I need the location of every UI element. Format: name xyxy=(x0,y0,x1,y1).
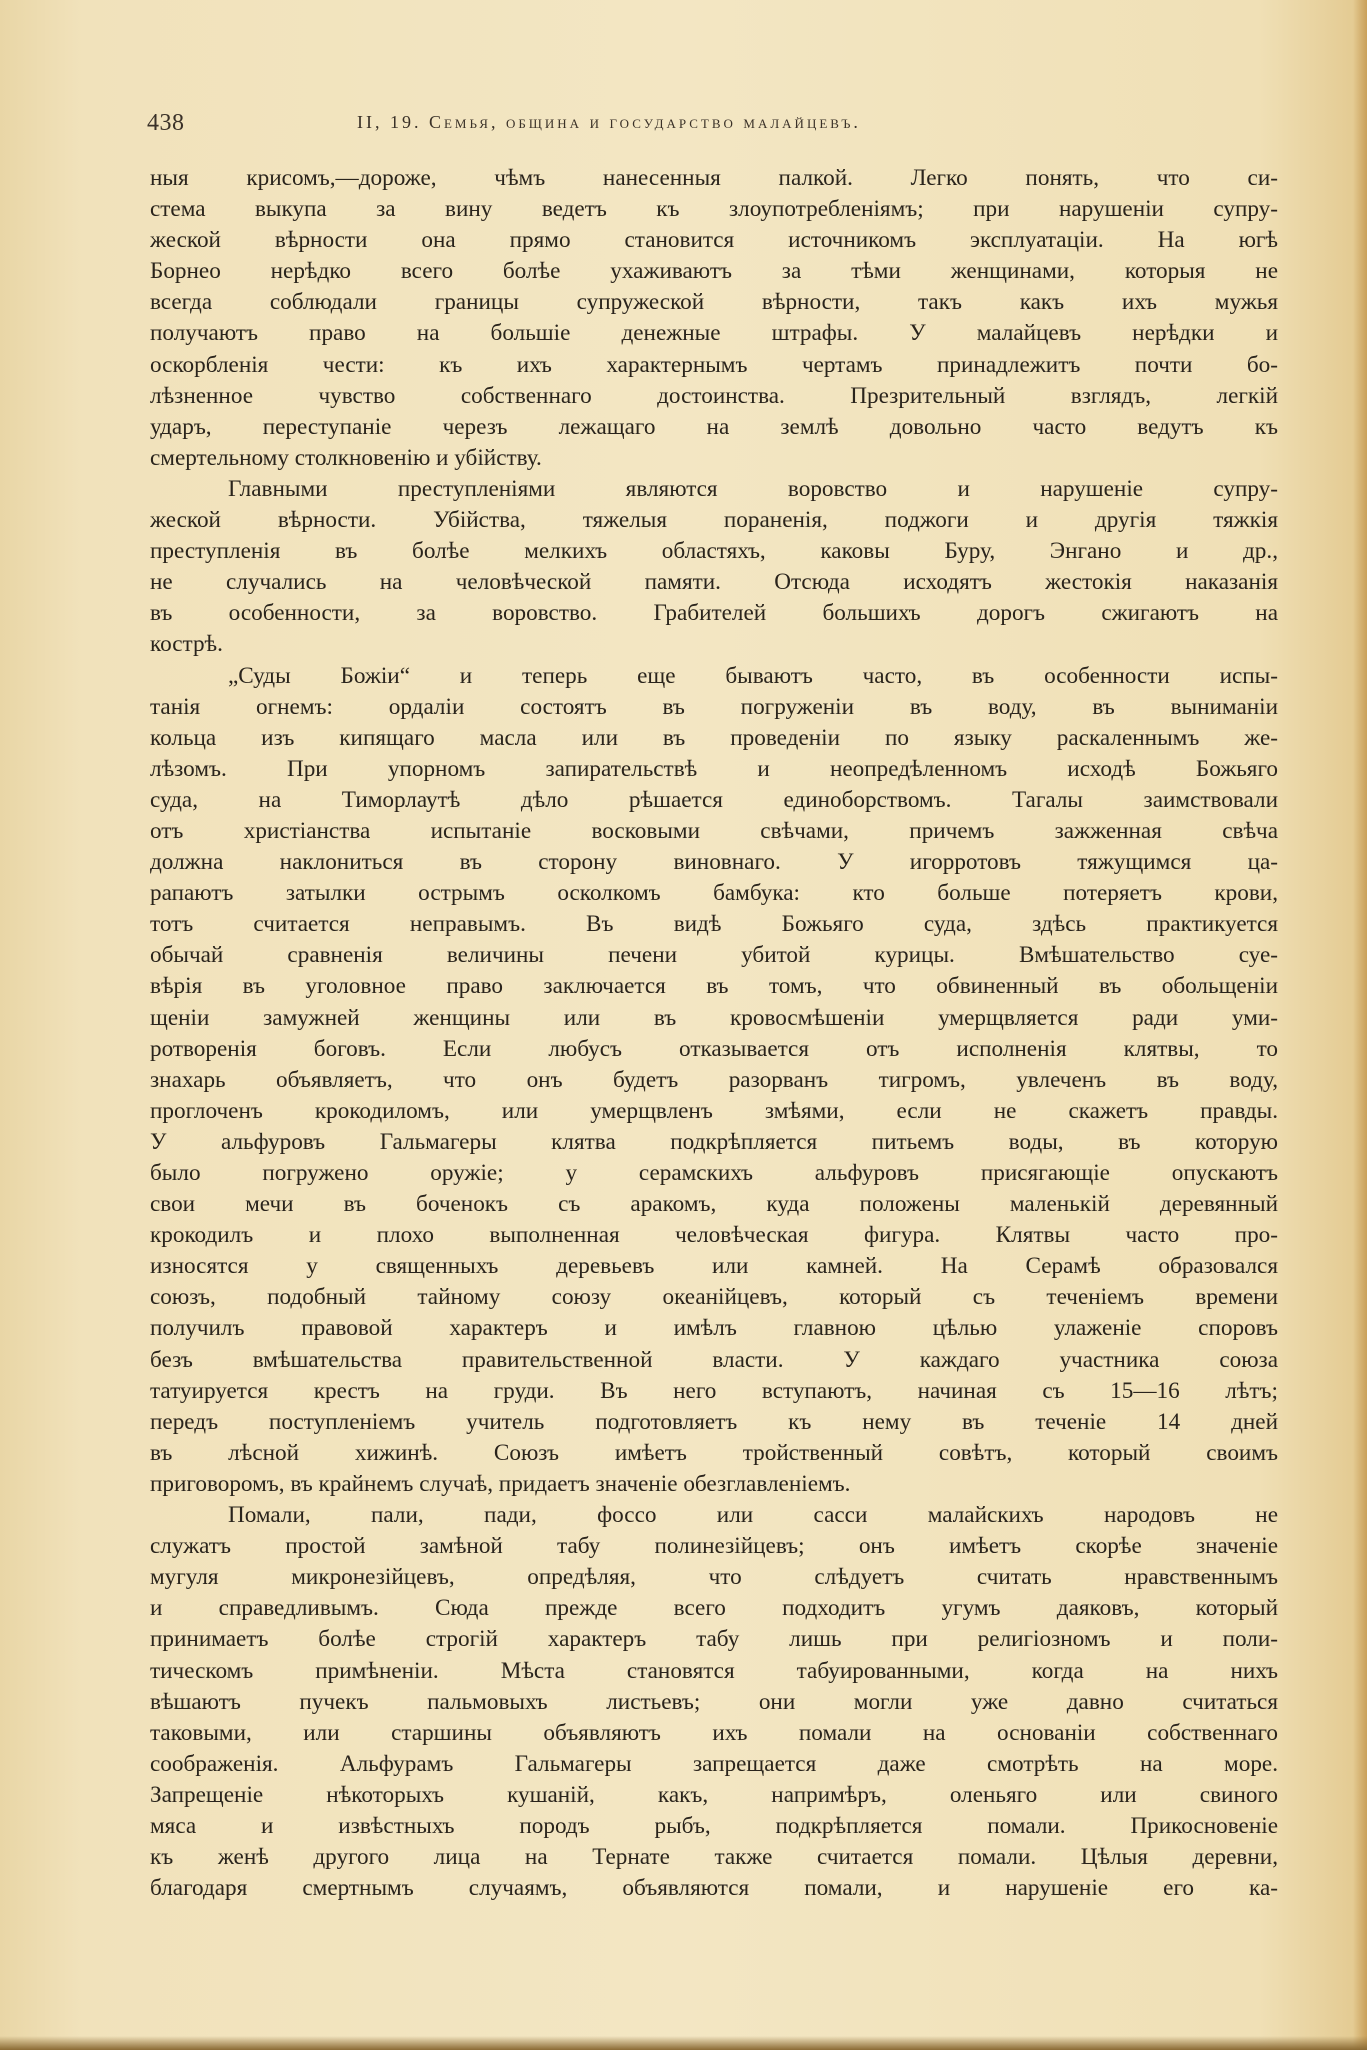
text-line: жеской вѣрности. Убійства, тяжелыя пораненія, поджоги и другія тяжкія xyxy=(150,507,1278,534)
text-line xyxy=(150,1904,1278,1935)
body-text xyxy=(150,163,1278,1935)
text-line: преступленія въ болѣе мелкихъ областяхъ, каковы Буру, Энгано и др., xyxy=(150,538,1278,565)
text-line: крокодилъ и плохо выполненная человѣческая фигура. Клятвы часто про- xyxy=(150,1222,1278,1249)
paragraph-start-line: „Суды Божіи“ и теперь еще бываютъ часто, въ особенности испы- xyxy=(228,662,1278,689)
text-line: смертельному столкновенію и убійству. xyxy=(150,444,542,471)
text-line: Запрещеніе нѣкоторыхъ кушаній, какъ, напримѣръ, оленьяго или свиного xyxy=(150,1781,1278,1808)
text-line: У альфуровъ Гальмагеры клятва подкрѣпляется питьемъ воды, въ которую xyxy=(150,1128,1278,1155)
page-edge xyxy=(1353,0,1367,2050)
text-line: передъ поступленіемъ учитель подготовляетъ къ нему въ теченіе 14 дней xyxy=(150,1408,1278,1435)
text-line: татуируется крестъ на груди. Въ него вступаютъ, начиная съ 15—16 лѣтъ; xyxy=(150,1377,1278,1404)
text-line: таковыми, или старшины объявляютъ ихъ помали на основаніи собственнаго xyxy=(150,1719,1278,1746)
text-line: получаютъ право на большіе денежные штрафы. У малайцевъ нерѣдки и xyxy=(150,320,1278,347)
text-line: приговоромъ, въ крайнемъ случаѣ, придаетъ значеніе обезглавленіемъ. xyxy=(150,1470,851,1497)
page-header xyxy=(147,110,1277,142)
running-title: II, 19. Семья, община и государство малайцевъ. xyxy=(357,112,861,132)
page-bottom-shadow xyxy=(0,2036,1367,2050)
text-line: вѣшаютъ пучекъ пальмовыхъ листьевъ; они могли уже давно считаться xyxy=(150,1688,1278,1715)
text-line: не случались на человѣческой памяти. Отсюда исходятъ жестокія наказанія xyxy=(150,569,1278,596)
text-line: къ женѣ другого лица на Тернате также считается помали. Цѣлыя деревни, xyxy=(150,1844,1278,1871)
text-line: вѣрія въ уголовное право заключается въ томъ, что обвиненный въ обольщеніи xyxy=(150,973,1278,1000)
text-line: лѣзомъ. При упорномъ запирательствѣ и неопредѣленномъ исходѣ Божьяго xyxy=(150,755,1278,782)
text-line: въ лѣсной хижинѣ. Союзъ имѣетъ тройственный совѣтъ, который своимъ xyxy=(150,1439,1278,1466)
text-line: лѣзненное чувство собственнаго достоинства. Презрительный взглядъ, легкій xyxy=(150,382,1278,409)
text-line: мяса и извѣстныхъ породъ рыбъ, подкрѣпляется помали. Прикосновеніе xyxy=(150,1812,1278,1839)
text-line: кострѣ. xyxy=(150,631,223,658)
text-line: кольца изъ кипящаго масла или въ проведеніи по языку раскаленнымъ же- xyxy=(150,724,1278,751)
text-line: проглоченъ крокодиломъ, или умерщвленъ змѣями, если не скажетъ правды. xyxy=(150,1097,1278,1124)
text-line: и справедливымъ. Сюда прежде всего подходитъ угумъ даяковъ, который xyxy=(150,1595,1278,1622)
text-line: должна наклониться въ сторону виновнаго. У игорротовъ тяжущимся ца- xyxy=(150,849,1278,876)
text-line: жеской вѣрности она прямо становится источникомъ эксплуатаціи. На югѣ xyxy=(150,227,1278,254)
text-line: было погружено оружіе; у серамскихъ альфуровъ присягающіе опускаютъ xyxy=(150,1160,1278,1186)
text-line: всегда соблюдали границы супружеской вѣрности, такъ какъ ихъ мужья xyxy=(150,289,1278,316)
text-line: суда, на Тиморлаутѣ дѣло рѣшается единоборствомъ. Тагалы заимствовали xyxy=(150,786,1278,813)
text-line: танія огнемъ: ордаліи состоятъ въ погруженіи въ воду, въ выниманіи xyxy=(150,693,1278,720)
paragraph-start-line: Помали, пали, пади, фоссо или сасси малайскихъ народовъ не xyxy=(228,1502,1278,1529)
text-line: щеніи замужней женщины или въ кровосмѣшеніи умерщвляется ради уми- xyxy=(150,1004,1278,1031)
text-line: безъ вмѣшательства правительственной власти. У каждаго участника союза xyxy=(150,1346,1278,1373)
text-line: тотъ считается неправымъ. Въ видѣ Божьяго суда, здѣсь практикуется xyxy=(150,911,1278,938)
paragraph-start-line: Главными преступленіями являются воровство и нарушеніе супру- xyxy=(228,475,1278,502)
text-line: стема выкупа за вину ведетъ къ злоупотребленіямъ; при нарушеніи супру- xyxy=(150,196,1278,223)
text-line: оскорбленія чести: къ ихъ характернымъ чертамъ принадлежитъ почти бо- xyxy=(150,351,1278,378)
text-line: тическомъ примѣненіи. Мѣста становятся табуированными, когда на нихъ xyxy=(150,1657,1278,1684)
text-line: благодаря смертнымъ случаямъ, объявляются помали, и нарушеніе его ка- xyxy=(150,1875,1278,1902)
text-line: свои мечи въ боченокъ съ аракомъ, куда положены маленькій деревянный xyxy=(150,1191,1278,1218)
text-line: получилъ правовой характеръ и имѣлъ главною цѣлью улаженіе споровъ xyxy=(150,1315,1278,1342)
text-line: обычай сравненія величины печени убитой курицы. Вмѣшательство суе- xyxy=(150,942,1278,969)
text-line: союзъ, подобный тайному союзу океанійцевъ, который съ теченіемъ времени xyxy=(150,1284,1278,1311)
text-line: знахарь объявляетъ, что онъ будетъ разорванъ тигромъ, увлеченъ въ воду, xyxy=(150,1066,1278,1093)
text-line: рапаютъ затылки острымъ осколкомъ бамбука: кто больше потеряетъ крови, xyxy=(150,880,1278,907)
text-line: отъ христіанства испытаніе восковыми свѣчами, причемъ зажженная свѣча xyxy=(150,817,1278,844)
text-line: Борнео нерѣдко всего болѣе ухаживаютъ за тѣми женщинами, которыя не xyxy=(150,258,1278,285)
text-line: износятся у священныхъ деревьевъ или камней. На Серамѣ образовался xyxy=(150,1253,1278,1280)
text-line: ротворенія боговъ. Если любусъ отказывается отъ исполненія клятвы, то xyxy=(150,1035,1278,1062)
text-line: мугуля микронезійцевъ, опредѣляя, что слѣдуетъ считать нравственнымъ xyxy=(150,1564,1278,1591)
text-line: въ особенности, за воровство. Грабителей большихъ дорогъ сжигаютъ на xyxy=(150,600,1278,627)
text-line: служатъ простой замѣной табу полинезійцевъ; онъ имѣетъ скорѣе значеніе xyxy=(150,1533,1278,1560)
text-line: соображенія. Альфурамъ Гальмагеры запрещается даже смотрѣть на море. xyxy=(150,1750,1278,1777)
page-number: 438 xyxy=(147,110,185,136)
text-line: ныя крисомъ,—дороже, чѣмъ нанесенныя палкой. Легко понять, что си- xyxy=(150,165,1278,191)
text-line: принимаетъ болѣе строгій характеръ табу лишь при религіозномъ и поли- xyxy=(150,1626,1278,1653)
text-line: ударъ, переступаніе черезъ лежащаго на землѣ довольно часто ведутъ къ xyxy=(150,413,1278,440)
